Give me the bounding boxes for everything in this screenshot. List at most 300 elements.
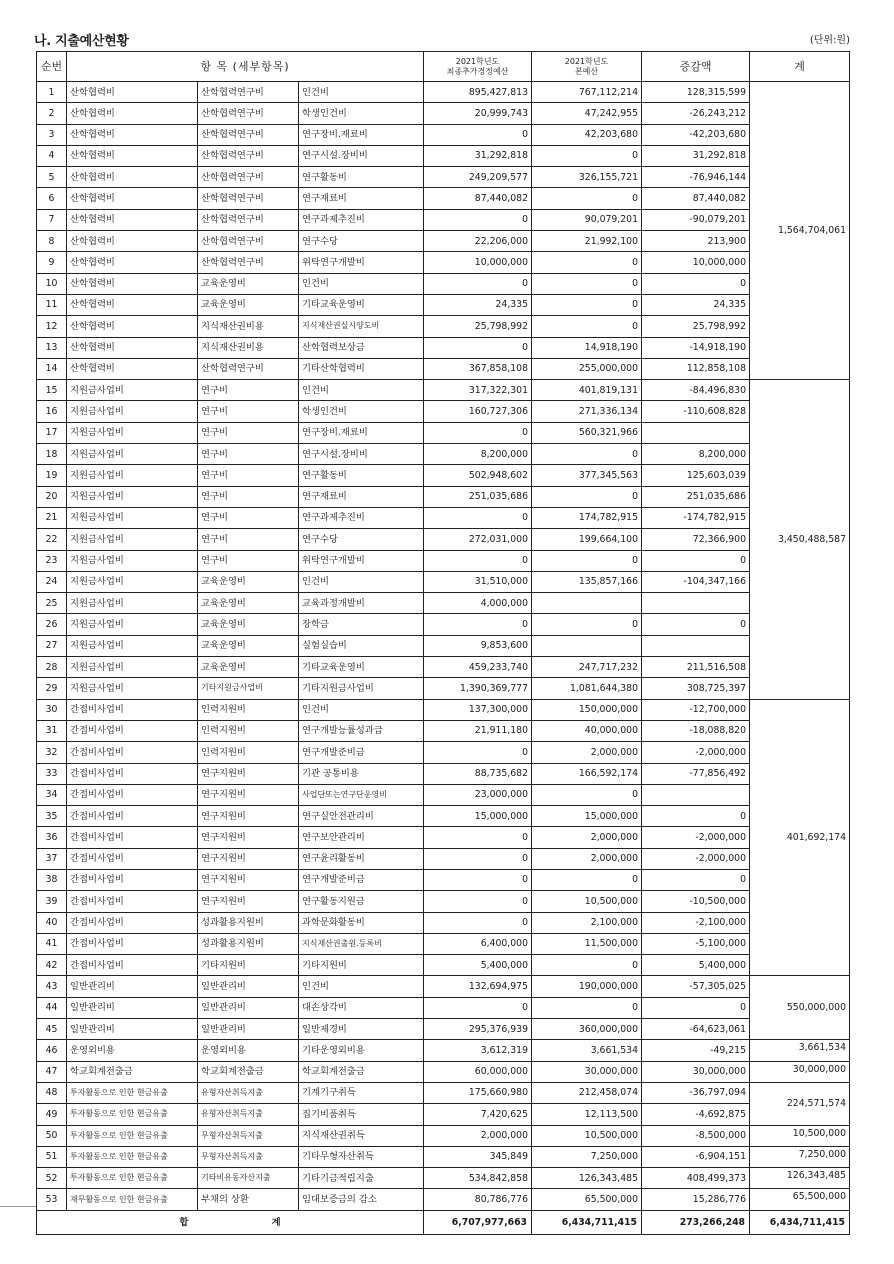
subcategory-cell: 인력지원비 bbox=[198, 720, 299, 741]
group-total-cell: 65,500,000 bbox=[750, 1189, 850, 1210]
table-row bbox=[37, 231, 850, 252]
final-budget-cell: 0 bbox=[424, 507, 532, 528]
table-row bbox=[37, 593, 850, 614]
diff-cell bbox=[642, 635, 750, 656]
final-budget-cell: 87,440,082 bbox=[424, 188, 532, 209]
final-budget-cell: 160,727,306 bbox=[424, 401, 532, 422]
subcategory-cell: 기타지원금사업비 bbox=[198, 678, 299, 699]
main-budget-cell: 0 bbox=[532, 294, 642, 315]
subcategory-cell: 유형자산취득지출 bbox=[198, 1104, 299, 1125]
diff-cell: -2,100,000 bbox=[642, 912, 750, 933]
row-number: 11 bbox=[37, 294, 67, 315]
subcategory-cell: 일반관리비 bbox=[198, 1019, 299, 1040]
category-cell: 간접비사업비 bbox=[67, 891, 198, 912]
group-total-cell: 7,250,000 bbox=[750, 1146, 850, 1167]
main-budget-cell: 15,000,000 bbox=[532, 806, 642, 827]
final-budget-cell: 251,035,686 bbox=[424, 486, 532, 507]
final-budget-cell: 22,206,000 bbox=[424, 231, 532, 252]
detail-item-cell: 연구장비.재료비 bbox=[299, 124, 424, 145]
final-budget-cell: 132,694,975 bbox=[424, 976, 532, 997]
diff-cell: -2,000,000 bbox=[642, 848, 750, 869]
main-budget-cell: 40,000,000 bbox=[532, 720, 642, 741]
table-row bbox=[37, 82, 850, 103]
table-row bbox=[37, 337, 850, 358]
expenditure-budget-table bbox=[36, 51, 850, 1235]
subcategory-cell: 연구지원비 bbox=[198, 827, 299, 848]
subcategory-cell: 교육운영비 bbox=[198, 571, 299, 592]
table-row bbox=[37, 806, 850, 827]
row-number: 35 bbox=[37, 806, 67, 827]
main-budget-cell: 560,321,966 bbox=[532, 422, 642, 443]
subcategory-cell: 교육운영비 bbox=[198, 657, 299, 678]
final-budget-cell: 7,420,625 bbox=[424, 1104, 532, 1125]
main-budget-cell: 10,500,000 bbox=[532, 891, 642, 912]
sum-row bbox=[37, 1210, 850, 1234]
diff-cell: 125,603,039 bbox=[642, 465, 750, 486]
row-number: 48 bbox=[37, 1082, 67, 1103]
final-budget-cell: 0 bbox=[424, 337, 532, 358]
table-row bbox=[37, 103, 850, 124]
row-number: 19 bbox=[37, 465, 67, 486]
diff-cell: 8,200,000 bbox=[642, 444, 750, 465]
main-budget-cell: 2,100,000 bbox=[532, 912, 642, 933]
main-budget-cell: 0 bbox=[532, 273, 642, 294]
group-total-cell: 126,343,485 bbox=[750, 1168, 850, 1189]
category-cell: 지원금사업비 bbox=[67, 401, 198, 422]
table-row bbox=[37, 571, 850, 592]
category-cell: 학교회계전출금 bbox=[67, 1061, 198, 1082]
main-budget-cell: 212,458,074 bbox=[532, 1082, 642, 1103]
subcategory-cell: 유형자산취득지출 bbox=[198, 1082, 299, 1103]
diff-cell: -26,243,212 bbox=[642, 103, 750, 124]
subcategory-cell: 산학협력연구비 bbox=[198, 358, 299, 379]
table-row bbox=[37, 678, 850, 699]
main-budget-cell: 0 bbox=[532, 188, 642, 209]
final-budget-cell: 459,233,740 bbox=[424, 657, 532, 678]
diff-cell: -4,692,875 bbox=[642, 1104, 750, 1125]
detail-item-cell: 연구보안관리비 bbox=[299, 827, 424, 848]
main-budget-cell: 190,000,000 bbox=[532, 976, 642, 997]
category-cell: 산학협력비 bbox=[67, 145, 198, 166]
subcategory-cell: 지식재산권비용 bbox=[198, 316, 299, 337]
diff-cell: 24,335 bbox=[642, 294, 750, 315]
diff-cell bbox=[642, 422, 750, 443]
main-budget-cell: 0 bbox=[532, 614, 642, 635]
category-cell: 간접비사업비 bbox=[67, 869, 198, 890]
main-budget-cell: 10,500,000 bbox=[532, 1125, 642, 1146]
detail-item-cell: 연구활동지원금 bbox=[299, 891, 424, 912]
detail-item-cell: 장학금 bbox=[299, 614, 424, 635]
diff-cell: 128,315,599 bbox=[642, 82, 750, 103]
final-budget-cell: 80,786,776 bbox=[424, 1189, 532, 1210]
final-budget-cell: 0 bbox=[424, 891, 532, 912]
subcategory-cell: 기타비유동자산지출 bbox=[198, 1168, 299, 1189]
main-budget-cell: 7,250,000 bbox=[532, 1146, 642, 1167]
diff-cell: -110,608,828 bbox=[642, 401, 750, 422]
main-budget-cell: 150,000,000 bbox=[532, 699, 642, 720]
row-number: 28 bbox=[37, 657, 67, 678]
main-budget-cell: 0 bbox=[532, 145, 642, 166]
main-budget-cell: 166,592,174 bbox=[532, 763, 642, 784]
detail-item-cell: 연구재료비 bbox=[299, 188, 424, 209]
subcategory-cell: 교육운영비 bbox=[198, 635, 299, 656]
final-budget-cell: 0 bbox=[424, 912, 532, 933]
main-budget-cell: 271,336,134 bbox=[532, 401, 642, 422]
category-cell: 투자활동으로 인한 현금유출 bbox=[67, 1146, 198, 1167]
diff-cell: 31,292,818 bbox=[642, 145, 750, 166]
diff-cell: -76,946,144 bbox=[642, 167, 750, 188]
final-budget-cell: 295,376,939 bbox=[424, 1019, 532, 1040]
detail-item-cell: 대손상각비 bbox=[299, 997, 424, 1018]
row-number: 36 bbox=[37, 827, 67, 848]
diff-cell: -174,782,915 bbox=[642, 507, 750, 528]
row-number: 34 bbox=[37, 784, 67, 805]
table-row bbox=[37, 422, 850, 443]
main-budget-cell: 12,113,500 bbox=[532, 1104, 642, 1125]
row-number: 31 bbox=[37, 720, 67, 741]
detail-item-cell: 연구과제추진비 bbox=[299, 209, 424, 230]
header-item: 항 목 (세부항목) bbox=[67, 52, 424, 82]
subcategory-cell: 산학협력연구비 bbox=[198, 188, 299, 209]
final-budget-cell: 9,853,600 bbox=[424, 635, 532, 656]
detail-item-cell: 연구장비.재료비 bbox=[299, 422, 424, 443]
detail-item-cell: 기타산학협력비 bbox=[299, 358, 424, 379]
detail-item-cell: 실험실습비 bbox=[299, 635, 424, 656]
final-budget-cell: 0 bbox=[424, 742, 532, 763]
main-budget-cell: 2,000,000 bbox=[532, 827, 642, 848]
category-cell: 산학협력비 bbox=[67, 103, 198, 124]
category-cell: 산학협력비 bbox=[67, 358, 198, 379]
sum-main-budget: 6,434,711,415 bbox=[532, 1210, 642, 1234]
detail-item-cell: 학생인건비 bbox=[299, 401, 424, 422]
row-number: 42 bbox=[37, 955, 67, 976]
table-row bbox=[37, 1061, 850, 1082]
category-cell: 산학협력비 bbox=[67, 252, 198, 273]
table-row bbox=[37, 1019, 850, 1040]
detail-item-cell: 기타기금적립지출 bbox=[299, 1168, 424, 1189]
diff-cell: 0 bbox=[642, 550, 750, 571]
main-budget-cell: 0 bbox=[532, 444, 642, 465]
diff-cell: 30,000,000 bbox=[642, 1061, 750, 1082]
final-budget-cell: 31,510,000 bbox=[424, 571, 532, 592]
final-budget-cell: 895,427,813 bbox=[424, 82, 532, 103]
row-number: 43 bbox=[37, 976, 67, 997]
detail-item-cell: 기타지원비 bbox=[299, 955, 424, 976]
final-budget-cell: 0 bbox=[424, 848, 532, 869]
category-cell: 일반관리비 bbox=[67, 1019, 198, 1040]
table-row bbox=[37, 401, 850, 422]
final-budget-cell: 0 bbox=[424, 124, 532, 145]
table-row bbox=[37, 209, 850, 230]
main-budget-cell: 14,918,190 bbox=[532, 337, 642, 358]
main-budget-cell: 0 bbox=[532, 955, 642, 976]
row-number: 9 bbox=[37, 252, 67, 273]
category-cell: 간접비사업비 bbox=[67, 806, 198, 827]
header-main-budget bbox=[532, 52, 642, 82]
diff-cell: 213,900 bbox=[642, 231, 750, 252]
final-budget-cell: 0 bbox=[424, 550, 532, 571]
main-budget-cell: 0 bbox=[532, 997, 642, 1018]
final-budget-cell: 60,000,000 bbox=[424, 1061, 532, 1082]
main-budget-cell: 65,500,000 bbox=[532, 1189, 642, 1210]
group-total-cell: 3,450,488,587 bbox=[750, 380, 850, 699]
table-row bbox=[37, 912, 850, 933]
main-budget-cell: 199,664,100 bbox=[532, 529, 642, 550]
main-budget-cell: 174,782,915 bbox=[532, 507, 642, 528]
table-body bbox=[37, 82, 850, 1211]
detail-item-cell: 연구활동비 bbox=[299, 465, 424, 486]
subcategory-cell: 연구지원비 bbox=[198, 869, 299, 890]
subcategory-cell: 교육운영비 bbox=[198, 273, 299, 294]
table-row bbox=[37, 465, 850, 486]
category-cell: 지원금사업비 bbox=[67, 614, 198, 635]
detail-item-cell: 사업단또는연구단운영비 bbox=[299, 784, 424, 805]
main-budget-cell: 135,857,166 bbox=[532, 571, 642, 592]
table-row bbox=[37, 188, 850, 209]
final-budget-cell: 0 bbox=[424, 827, 532, 848]
category-cell: 일반관리비 bbox=[67, 997, 198, 1018]
detail-item-cell: 기계기구취득 bbox=[299, 1082, 424, 1103]
diff-cell: 15,286,776 bbox=[642, 1189, 750, 1210]
table-row bbox=[37, 124, 850, 145]
final-budget-cell: 1,390,369,777 bbox=[424, 678, 532, 699]
table-row bbox=[37, 742, 850, 763]
diff-cell: -77,856,492 bbox=[642, 763, 750, 784]
category-cell: 지원금사업비 bbox=[67, 380, 198, 401]
diff-cell: 10,000,000 bbox=[642, 252, 750, 273]
group-total-cell: 401,692,174 bbox=[750, 699, 850, 976]
category-cell: 지원금사업비 bbox=[67, 529, 198, 550]
row-number: 30 bbox=[37, 699, 67, 720]
group-total-cell: 3,661,534 bbox=[750, 1040, 850, 1061]
diff-cell: -8,500,000 bbox=[642, 1125, 750, 1146]
category-cell: 지원금사업비 bbox=[67, 593, 198, 614]
sum-total: 6,434,711,415 bbox=[750, 1210, 850, 1234]
detail-item-cell: 연구시설.장비비 bbox=[299, 444, 424, 465]
subcategory-cell: 연구지원비 bbox=[198, 848, 299, 869]
row-number: 53 bbox=[37, 1189, 67, 1210]
detail-item-cell: 연구시설.장비비 bbox=[299, 145, 424, 166]
subcategory-cell: 교육운영비 bbox=[198, 593, 299, 614]
final-budget-cell: 249,209,577 bbox=[424, 167, 532, 188]
category-cell: 지원금사업비 bbox=[67, 571, 198, 592]
category-cell: 지원금사업비 bbox=[67, 465, 198, 486]
category-cell: 지원금사업비 bbox=[67, 657, 198, 678]
detail-item-cell: 임대보증금의 감소 bbox=[299, 1189, 424, 1210]
category-cell: 산학협력비 bbox=[67, 124, 198, 145]
main-budget-cell: 1,081,644,380 bbox=[532, 678, 642, 699]
table-row bbox=[37, 167, 850, 188]
category-cell: 투자활동으로 인한 현금유출 bbox=[67, 1125, 198, 1146]
final-budget-cell: 10,000,000 bbox=[424, 252, 532, 273]
subcategory-cell: 부채의 상환 bbox=[198, 1189, 299, 1210]
subcategory-cell: 연구비 bbox=[198, 422, 299, 443]
final-budget-cell: 4,000,000 bbox=[424, 593, 532, 614]
table-row bbox=[37, 1189, 850, 1210]
row-number: 41 bbox=[37, 933, 67, 954]
subcategory-cell: 연구비 bbox=[198, 486, 299, 507]
row-number: 5 bbox=[37, 167, 67, 188]
detail-item-cell: 연구수당 bbox=[299, 529, 424, 550]
final-budget-cell: 0 bbox=[424, 422, 532, 443]
table-row bbox=[37, 294, 850, 315]
row-number: 13 bbox=[37, 337, 67, 358]
table-row bbox=[37, 699, 850, 720]
table-row bbox=[37, 145, 850, 166]
row-number: 25 bbox=[37, 593, 67, 614]
diff-cell: 72,366,900 bbox=[642, 529, 750, 550]
table-row bbox=[37, 1125, 850, 1146]
final-budget-cell: 88,735,682 bbox=[424, 763, 532, 784]
subcategory-cell: 교육운영비 bbox=[198, 294, 299, 315]
header-final-budget bbox=[424, 52, 532, 82]
final-budget-cell: 21,911,180 bbox=[424, 720, 532, 741]
category-cell: 지원금사업비 bbox=[67, 422, 198, 443]
category-cell: 간접비사업비 bbox=[67, 955, 198, 976]
final-budget-cell: 3,612,319 bbox=[424, 1040, 532, 1061]
category-cell: 간접비사업비 bbox=[67, 912, 198, 933]
table-row bbox=[37, 529, 850, 550]
row-number: 26 bbox=[37, 614, 67, 635]
diff-cell bbox=[642, 593, 750, 614]
subcategory-cell: 일반관리비 bbox=[198, 976, 299, 997]
final-budget-cell: 317,322,301 bbox=[424, 380, 532, 401]
subcategory-cell: 산학협력연구비 bbox=[198, 252, 299, 273]
table-row bbox=[37, 1104, 850, 1125]
row-number: 1 bbox=[37, 82, 67, 103]
row-number: 21 bbox=[37, 507, 67, 528]
table-row bbox=[37, 380, 850, 401]
final-budget-cell: 0 bbox=[424, 273, 532, 294]
table-row bbox=[37, 614, 850, 635]
detail-item-cell: 연구활동비 bbox=[299, 167, 424, 188]
section-title: 나. 지출예산현황 bbox=[34, 34, 129, 49]
table-row bbox=[37, 358, 850, 379]
final-budget-cell: 23,000,000 bbox=[424, 784, 532, 805]
final-budget-cell: 15,000,000 bbox=[424, 806, 532, 827]
detail-item-cell: 인건비 bbox=[299, 571, 424, 592]
main-budget-cell: 0 bbox=[532, 316, 642, 337]
final-budget-cell: 137,300,000 bbox=[424, 699, 532, 720]
row-number: 27 bbox=[37, 635, 67, 656]
main-budget-cell: 0 bbox=[532, 784, 642, 805]
detail-item-cell: 집기비품취득 bbox=[299, 1104, 424, 1125]
final-budget-cell: 5,400,000 bbox=[424, 955, 532, 976]
category-cell: 간접비사업비 bbox=[67, 933, 198, 954]
diff-cell: -12,700,000 bbox=[642, 699, 750, 720]
main-budget-cell: 0 bbox=[532, 869, 642, 890]
sum-label: 합 계 bbox=[37, 1210, 424, 1234]
table-row bbox=[37, 316, 850, 337]
subcategory-cell: 연구비 bbox=[198, 380, 299, 401]
group-total-cell: 550,000,000 bbox=[750, 976, 850, 1040]
row-number: 45 bbox=[37, 1019, 67, 1040]
final-budget-cell: 534,842,858 bbox=[424, 1168, 532, 1189]
subcategory-cell: 인력지원비 bbox=[198, 699, 299, 720]
main-budget-cell: 0 bbox=[532, 252, 642, 273]
table-row bbox=[37, 784, 850, 805]
subcategory-cell: 산학협력연구비 bbox=[198, 167, 299, 188]
final-budget-cell: 502,948,602 bbox=[424, 465, 532, 486]
final-budget-cell: 0 bbox=[424, 997, 532, 1018]
row-number: 33 bbox=[37, 763, 67, 784]
group-total-cell: 224,571,574 bbox=[750, 1082, 850, 1125]
row-number: 50 bbox=[37, 1125, 67, 1146]
diff-cell: -6,904,151 bbox=[642, 1146, 750, 1167]
diff-cell: 112,858,108 bbox=[642, 358, 750, 379]
table-row bbox=[37, 1082, 850, 1103]
main-budget-cell: 47,242,955 bbox=[532, 103, 642, 124]
main-budget-cell: 2,000,000 bbox=[532, 848, 642, 869]
detail-item-cell: 연구개발능률성과급 bbox=[299, 720, 424, 741]
row-number: 4 bbox=[37, 145, 67, 166]
category-cell: 간접비사업비 bbox=[67, 848, 198, 869]
main-budget-cell: 21,992,100 bbox=[532, 231, 642, 252]
table-row bbox=[37, 507, 850, 528]
subcategory-cell: 교육운영비 bbox=[198, 614, 299, 635]
subcategory-cell: 운영외비용 bbox=[198, 1040, 299, 1061]
category-cell: 산학협력비 bbox=[67, 231, 198, 252]
subcategory-cell: 산학협력연구비 bbox=[198, 103, 299, 124]
detail-item-cell: 인건비 bbox=[299, 82, 424, 103]
main-budget-cell: 90,079,201 bbox=[532, 209, 642, 230]
table-row bbox=[37, 273, 850, 294]
table-row bbox=[37, 1040, 850, 1061]
subcategory-cell: 산학협력연구비 bbox=[198, 82, 299, 103]
diff-cell: 5,400,000 bbox=[642, 955, 750, 976]
category-cell: 간접비사업비 bbox=[67, 720, 198, 741]
diff-cell: -90,079,201 bbox=[642, 209, 750, 230]
category-cell: 지원금사업비 bbox=[67, 635, 198, 656]
row-number: 14 bbox=[37, 358, 67, 379]
final-budget-cell: 24,335 bbox=[424, 294, 532, 315]
row-number: 2 bbox=[37, 103, 67, 124]
main-budget-cell: 126,343,485 bbox=[532, 1168, 642, 1189]
category-cell: 산학협력비 bbox=[67, 294, 198, 315]
detail-item-cell: 위탁연구개발비 bbox=[299, 550, 424, 571]
subcategory-cell: 산학협력연구비 bbox=[198, 145, 299, 166]
table-row bbox=[37, 976, 850, 997]
subcategory-cell: 인력지원비 bbox=[198, 742, 299, 763]
detail-item-cell: 교육과정개발비 bbox=[299, 593, 424, 614]
table-row bbox=[37, 720, 850, 741]
detail-item-cell: 인건비 bbox=[299, 699, 424, 720]
category-cell: 일반관리비 bbox=[67, 976, 198, 997]
detail-item-cell: 연구수당 bbox=[299, 231, 424, 252]
row-number: 6 bbox=[37, 188, 67, 209]
diff-cell: 25,798,992 bbox=[642, 316, 750, 337]
main-budget-cell: 11,500,000 bbox=[532, 933, 642, 954]
row-number: 20 bbox=[37, 486, 67, 507]
category-cell: 산학협력비 bbox=[67, 209, 198, 230]
category-cell: 지원금사업비 bbox=[67, 678, 198, 699]
diff-cell: -5,100,000 bbox=[642, 933, 750, 954]
subcategory-cell: 연구지원비 bbox=[198, 784, 299, 805]
main-budget-cell: 360,000,000 bbox=[532, 1019, 642, 1040]
diff-cell: 0 bbox=[642, 997, 750, 1018]
main-budget-cell: 326,155,721 bbox=[532, 167, 642, 188]
final-budget-cell: 25,798,992 bbox=[424, 316, 532, 337]
row-number: 29 bbox=[37, 678, 67, 699]
diff-cell bbox=[642, 784, 750, 805]
detail-item-cell: 위탁연구개발비 bbox=[299, 252, 424, 273]
diff-cell: -49,215 bbox=[642, 1040, 750, 1061]
subcategory-cell: 연구지원비 bbox=[198, 891, 299, 912]
row-number: 23 bbox=[37, 550, 67, 571]
final-budget-cell: 8,200,000 bbox=[424, 444, 532, 465]
subcategory-cell: 연구비 bbox=[198, 529, 299, 550]
category-cell: 투자활동으로 인한 현금유출 bbox=[67, 1168, 198, 1189]
